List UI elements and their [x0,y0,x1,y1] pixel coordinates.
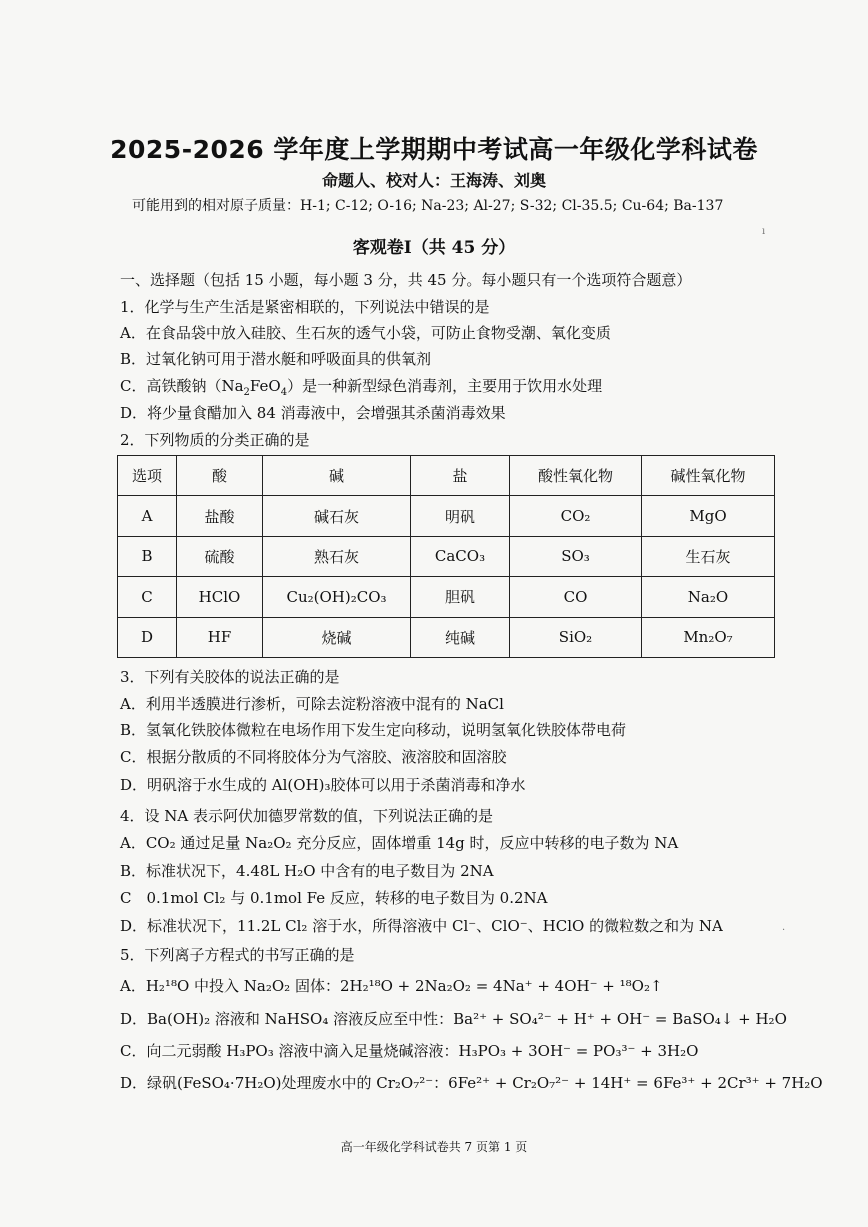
table-cell: CO₂ [510,496,642,536]
table-cell: HClO [177,577,263,617]
table-header: 碱性氧化物 [642,456,775,496]
table-cell: 硫酸 [177,536,263,576]
table-cell: CO [510,577,642,617]
table-header: 选项 [118,456,177,496]
scan-speck: ı [762,226,766,237]
page-footer: 高一年级化学科试卷共 7 页第 1 页 [340,1140,528,1154]
table-cell: HF [177,617,263,657]
q1-option-c-pre: C．高铁酸钠（Na [120,377,244,395]
q5-option-b: D．Ba(OH)₂ 溶液和 NaHSO₄ 溶液反应至中性：Ba²⁺ + SO₄²⁻ + H⁺ + OH⁻ = BaSO₄↓ + H₂O [120,1010,787,1028]
table-cell: 碱石灰 [263,496,411,536]
table-row [118,536,775,576]
table-header: 酸性氧化物 [510,456,642,496]
q3-option-d: D．明矾溶于水生成的 Al(OH)₃胶体可以用于杀菌消毒和净水 [120,776,526,794]
q3-stem: 3．下列有关胶体的说法正确的是 [120,668,340,686]
classification-table [117,455,775,658]
q3-option-c: C．根据分散质的不同将胶体分为气溶胶、液溶胶和固溶胶 [120,748,507,766]
q2-stem: 2．下列物质的分类正确的是 [120,431,310,449]
q3-option-b: B．氢氧化铁胶体微粒在电场作用下发生定向移动，说明氢氧化铁胶体带电荷 [120,721,627,739]
table-header-row [118,456,775,496]
table-cell: 明矾 [411,496,510,536]
table-cell: SO₃ [510,536,642,576]
table-cell: Na₂O [642,577,775,617]
table-cell: 纯碱 [411,617,510,657]
table-header: 盐 [411,456,510,496]
exam-authors: 命题人、校对人：王海涛、刘奥 [321,171,546,190]
table-cell: C [118,577,177,617]
table-cell: B [118,536,177,576]
q4-option-a: A．CO₂ 通过足量 Na₂O₂ 充分反应，固体增重 14g 时，反应中转移的电子数为 NA [120,834,679,852]
exam-title: 2025-2026 学年度上学期期中考试高一年级化学科试卷 [110,135,758,164]
table-cell: MgO [642,496,775,536]
table-row [118,577,775,617]
q4-stem: 4．设 NA 表示阿伏加德罗常数的值，下列说法正确的是 [120,807,494,825]
table-cell: 生石灰 [642,536,775,576]
q4-option-b: B．标准状况下，4.48L H₂O 中含有的电子数目为 2NA [120,862,494,880]
table-header: 酸 [177,456,263,496]
q1-option-c [120,376,790,403]
table-cell: 盐酸 [177,496,263,536]
scan-speck: · [782,925,786,936]
q5-option-d: D．绿矾(FeSO₄·7H₂O)处理废水中的 Cr₂O₇²⁻：6Fe²⁺ + Cr₂O₇²⁻ + 14H⁺ = 6Fe³⁺ + 2Cr³⁺ + 7H₂O [120,1074,823,1092]
table-cell: Mn₂O₇ [642,617,775,657]
q4-option-d: D．标准状况下，11.2L Cl₂ 溶于水，所得溶液中 Cl⁻、ClO⁻、HClO 的微粒数之和为 NA [120,917,723,935]
q5-option-a: A．H₂¹⁸O 中投入 Na₂O₂ 固体：2H₂¹⁸O + 2Na₂O₂ = 4Na⁺ + 4OH⁻ + ¹⁸O₂↑ [120,977,663,995]
table-cell: Cu₂(OH)₂CO₃ [263,577,411,617]
q1-option-b: B．过氧化钠可用于潜水艇和呼吸面具的供氧剂 [120,350,432,368]
q1-option-c-sub1: 2 [243,387,250,398]
atomic-masses: 可能用到的相对原子质量：H-1; C-12; O-16; Na-23; Al-27; S-32; Cl-35.5; Cu-64; Ba-137 [132,198,724,214]
section-instructions: 一、选择题（包括 15 小题，每小题 3 分，共 45 分。每小题只有一个选项符合题意） [120,271,692,289]
q1-option-a: A．在食品袋中放入硅胶、生石灰的透气小袋，可防止食物受潮、氧化变质 [120,324,611,342]
q4-option-c: C 0.1mol Cl₂ 与 0.1mol Fe 反应，转移的电子数目为 0.2NA [120,889,548,907]
table-cell: 熟石灰 [263,536,411,576]
table-cell: CaCO₃ [411,536,510,576]
q3-option-a: A．利用半透膜进行渗析，可除去淀粉溶液中混有的 NaCl [120,695,504,713]
q1-stem: 1．化学与生产生活是紧密相联的，下列说法中错误的是 [120,298,490,316]
table-cell: 烧碱 [263,617,411,657]
table-header: 碱 [263,456,411,496]
table-cell: D [118,617,177,657]
q5-option-c: C．向二元弱酸 H₃PO₃ 溶液中滴入足量烧碱溶液：H₃PO₃ + 3OH⁻ = PO₃³⁻ + 3H₂O [120,1042,699,1060]
q1-option-c-sub2: 4 [280,387,288,398]
table-cell: SiO₂ [510,617,642,657]
q1-option-d: D．将少量食醋加入 84 消毒液中，会增强其杀菌消毒效果 [120,404,506,422]
table-row [118,496,775,536]
table-row [118,617,775,657]
q1-option-c-post: ）是一种新型绿色消毒剂，主要用于饮用水处理 [287,377,603,395]
section-title: 客观卷Ⅰ（共 45 分） [352,238,516,258]
table-cell: 胆矾 [411,577,510,617]
q5-stem: 5．下列离子方程式的书写正确的是 [120,946,355,964]
table-cell: A [118,496,177,536]
q1-option-c-mid: FeO [249,377,281,395]
